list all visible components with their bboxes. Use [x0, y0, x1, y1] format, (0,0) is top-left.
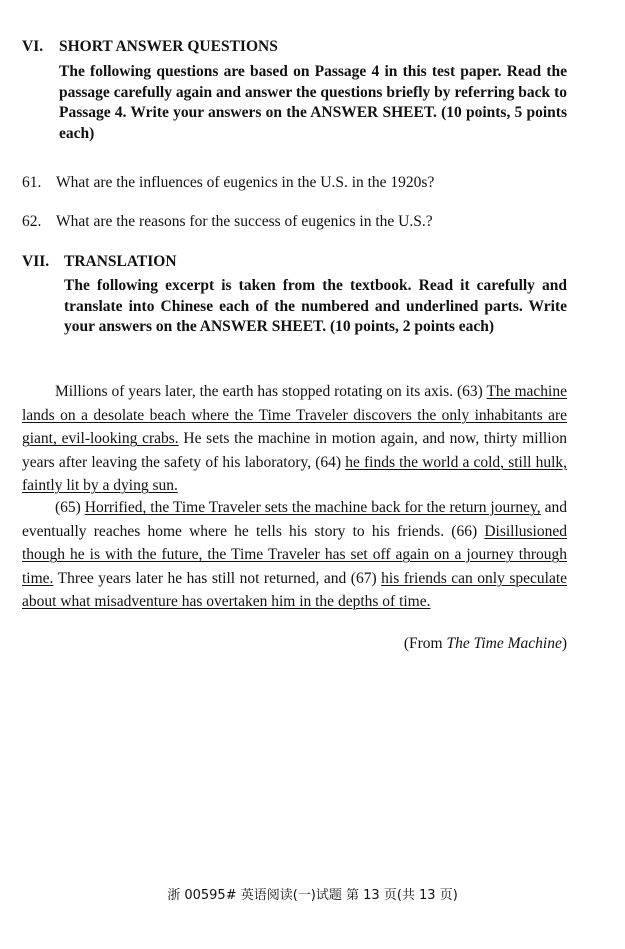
section-6-instructions: The following questions are based on Passage 4 in this test paper. Read the passage carefully again and answer the questions briefly by referring back to Passage 4. Write your answers on the ANSWER SHEET. (10 points, 5 points each): [59, 63, 567, 142]
section-6-heading: [22, 38, 278, 56]
question-62-number: 62.: [22, 213, 42, 230]
passage-paragraph-1: [22, 380, 567, 498]
question-61-text: What are the influences of eugenics in the U.S. in the 1920s?: [56, 174, 435, 191]
underlined-part-63: The machine lands on a desolate beach where the Time Traveler discovers the only inhabitants are giant, evil-looking crabs.: [22, 383, 567, 447]
question-62-text: What are the reasons for the success of eugenics in the U.S.?: [56, 213, 433, 230]
section-7-instructions: The following excerpt is taken from the textbook. Read it carefully and translate into Chinese each of the numbered and underlined parts. Write your answers on the ANSWER SHEET. (10 points, 2 points each): [64, 277, 567, 335]
question-61-number: 61.: [22, 174, 42, 191]
passage-source: [404, 635, 567, 653]
section-6-title: SHORT ANSWER QUESTIONS: [59, 38, 278, 55]
page-footer: 浙 00595# 英语阅读(一)试题 第 13 页(共 13 页): [167, 888, 458, 903]
underlined-part-65: Horrified, the Time Traveler sets the machine back for the return journey,: [84, 499, 541, 516]
underlined-part-64: he finds the world a cold, still hulk, faintly lit by a dying sun.: [22, 453, 568, 494]
source-title: The Time Machine: [446, 635, 562, 652]
section-7-number: VII.: [22, 253, 50, 270]
section-7-title: TRANSLATION: [64, 253, 177, 270]
section-6-number: VI.: [22, 38, 44, 55]
source-prefix: (From: [403, 635, 447, 652]
passage-text: and eventually reaches home where he tells his story to his friends. (66): [22, 499, 567, 540]
underlined-part-67: his friends can only speculate about what misadventure has overtaken him in the depths of time.: [22, 569, 568, 610]
source-suffix: ): [561, 635, 567, 652]
passage-text: Three years later he has still not returned, and (67): [53, 569, 382, 587]
passage-paragraph-2: [22, 496, 567, 614]
passage-text: Millions of years later, the earth has stopped rotating on its axis. (63): [55, 383, 487, 400]
question-62: [22, 213, 433, 231]
underlined-part-66: Disillusioned though he is with the future, the Time Traveler has set off again on a journey through time.: [22, 522, 567, 587]
passage-text: He sets the machine in motion again, and now, thirty million years after leaving the safety of his laboratory, (64): [22, 430, 568, 471]
section-7-heading: [22, 253, 177, 271]
question-61: [22, 174, 434, 192]
passage-text: (65): [55, 499, 85, 516]
